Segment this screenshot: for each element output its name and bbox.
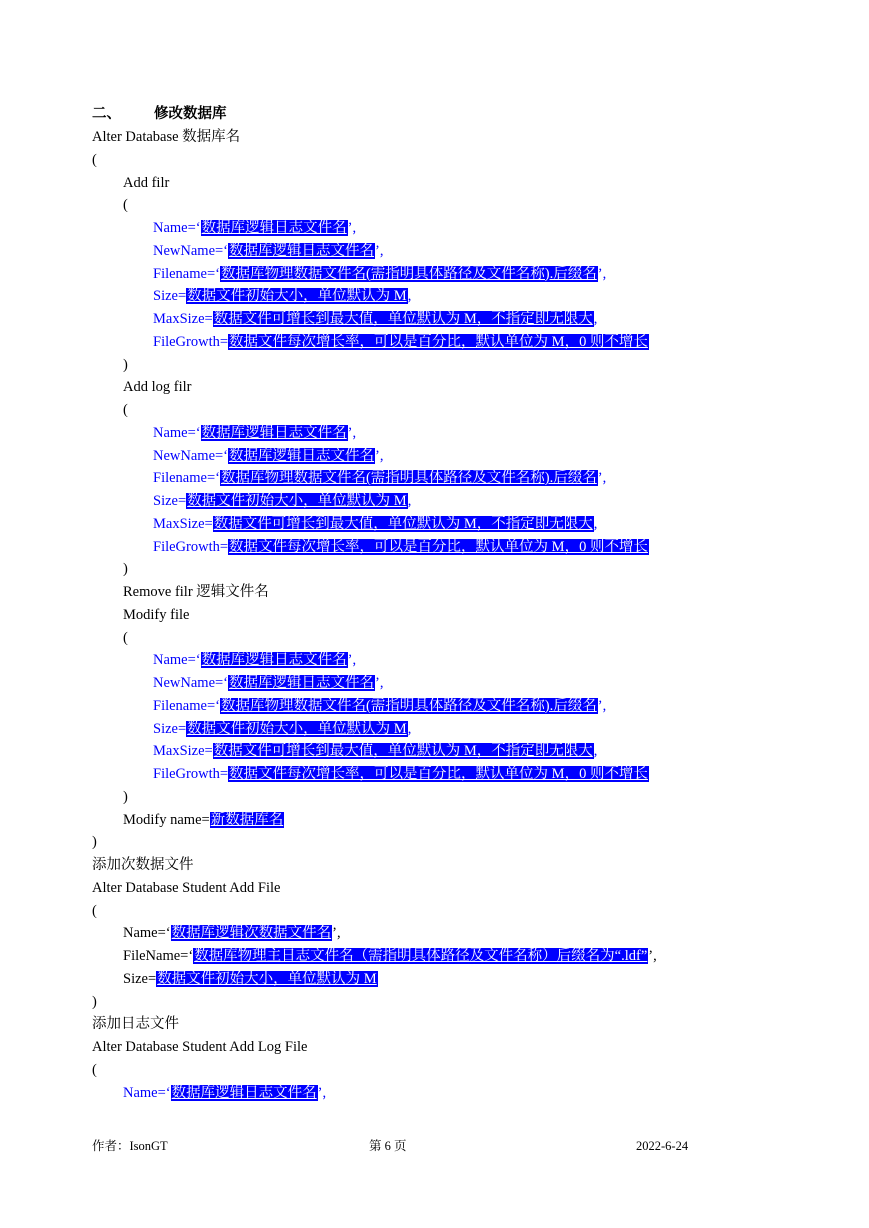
code-punctuation: , xyxy=(407,720,412,737)
code-keyword: Name=‘ xyxy=(153,220,201,236)
highlighted-value: 数据文件可增长到最大值，单位默认为 M，不指定即无限大 xyxy=(213,515,593,532)
code-line: ( xyxy=(92,151,97,168)
code-line xyxy=(153,764,649,784)
code-line: Alter Database 数据库名 xyxy=(92,129,241,145)
highlighted-value: 数据库物理数据文件名(需指明具体路径及文件名称).后缀名 xyxy=(220,470,597,487)
code-punctuation: , xyxy=(593,515,598,532)
highlighted-value: 数据文件初始大小，单位默认为 M xyxy=(187,720,407,737)
code-line xyxy=(153,468,606,488)
highlighted-value: 新数据库名 xyxy=(210,811,284,828)
code-punctuation: ’, xyxy=(597,470,607,487)
code-line: ) xyxy=(92,834,97,851)
code-punctuation: , xyxy=(593,311,598,327)
code-keyword: NewName=‘ xyxy=(153,675,229,691)
code-line: ( xyxy=(123,402,128,418)
code-line xyxy=(153,309,597,329)
highlighted-value: 数据库逻辑日志文件名 xyxy=(229,447,375,464)
section-heading xyxy=(92,104,227,124)
code-keyword: FileGrowth= xyxy=(153,333,229,350)
code-keyword: MaxSize= xyxy=(153,743,213,760)
code-line: Add filr xyxy=(123,174,170,191)
code-punctuation: , xyxy=(407,288,412,305)
code-keyword: Filename=‘ xyxy=(153,470,220,487)
highlighted-value: 数据库逻辑日志文件名 xyxy=(201,220,347,236)
highlighted-value: 数据文件每次增长率，可以是百分比，默认单位为 M，0 则不增长 xyxy=(229,766,648,782)
highlighted-value: 数据库物理数据文件名(需指明具体路径及文件名称).后缀名 xyxy=(220,697,597,714)
code-keyword: Size= xyxy=(153,720,187,737)
footer-date: 2022-6-24 xyxy=(636,1139,689,1153)
code-punctuation: ’, xyxy=(375,242,384,259)
highlighted-value: 数据文件初始大小，单位默认为 M xyxy=(157,970,377,987)
code-punctuation: ’, xyxy=(347,220,357,236)
code-punctuation: , xyxy=(593,743,598,760)
code-keyword: NewName=‘ xyxy=(153,447,229,464)
code-line xyxy=(153,696,606,716)
highlighted-value: 数据库逻辑日志文件名 xyxy=(201,424,347,441)
code-line xyxy=(153,264,606,284)
highlighted-value: 数据文件初始大小，单位默认为 M xyxy=(187,288,407,305)
code-keyword: FileGrowth= xyxy=(153,538,229,555)
code-line xyxy=(123,810,284,830)
highlighted-value: 数据库物理主日志文件名（需指明具体路径及文件名称）后缀名为“.ldf” xyxy=(194,948,648,964)
code-punctuation: ’, xyxy=(317,1084,327,1101)
code-keyword: Filename=‘ xyxy=(153,697,220,714)
code-line xyxy=(123,1083,326,1103)
code-punctuation: ’, xyxy=(597,265,607,282)
heading-title: 修改数据库 xyxy=(154,106,227,122)
code-keyword: MaxSize= xyxy=(153,311,213,327)
highlighted-value: 数据库逻辑日志文件名 xyxy=(171,1084,317,1101)
code-line xyxy=(153,446,383,466)
code-punctuation: , xyxy=(407,493,412,509)
code-keyword: Name=‘ xyxy=(153,652,201,669)
code-line xyxy=(153,241,383,261)
highlighted-value: 数据文件可增长到最大值，单位默认为 M，不指定即无限大 xyxy=(213,311,593,327)
code-punctuation: ’, xyxy=(332,925,341,942)
highlighted-value: 数据文件可增长到最大值，单位默认为 M，不指定即无限大 xyxy=(213,743,593,760)
code-keyword: NewName=‘ xyxy=(153,242,229,259)
code-punctuation: ’, xyxy=(347,652,357,669)
code-line: ) xyxy=(123,561,128,578)
highlighted-value: 数据文件每次增长率，可以是百分比，默认单位为 M，0 则不增长 xyxy=(229,333,648,350)
code-keyword: Modify name= xyxy=(123,811,210,828)
code-line xyxy=(153,332,649,352)
code-line xyxy=(123,946,657,966)
highlighted-value: 数据库逻辑次数据文件名 xyxy=(171,925,332,942)
code-line xyxy=(123,969,378,989)
code-line: 添加次数据文件 xyxy=(92,857,194,873)
code-line xyxy=(153,673,383,693)
code-line xyxy=(153,514,597,534)
code-line xyxy=(153,719,411,739)
highlighted-value: 数据库逻辑日志文件名 xyxy=(229,242,375,259)
heading-number: 二、 xyxy=(92,106,121,122)
highlighted-value: 数据库物理数据文件名(需指明具体路径及文件名称).后缀名 xyxy=(220,265,597,282)
highlighted-value: 数据文件每次增长率，可以是百分比，默认单位为 M，0 则不增长 xyxy=(229,538,648,555)
code-line: ) xyxy=(92,993,97,1010)
code-keyword: Filename=‘ xyxy=(153,265,220,282)
code-line: ( xyxy=(92,902,97,919)
code-keyword: Size= xyxy=(153,288,187,305)
code-punctuation: ’, xyxy=(375,675,384,691)
code-keyword: FileGrowth= xyxy=(153,766,229,782)
code-line: Modify file xyxy=(123,606,190,623)
code-line: ) xyxy=(123,788,128,805)
code-line xyxy=(153,650,356,670)
code-line xyxy=(153,218,356,238)
highlighted-value: 数据库逻辑日志文件名 xyxy=(229,675,375,691)
code-punctuation: ’, xyxy=(648,948,657,964)
code-line: 添加日志文件 xyxy=(92,1016,179,1033)
code-line: ( xyxy=(123,629,128,646)
code-line xyxy=(153,537,649,557)
code-line: Remove filr 逻辑文件名 xyxy=(123,584,269,600)
code-line: ( xyxy=(123,197,128,214)
code-line xyxy=(153,286,411,306)
code-keyword: Size= xyxy=(123,970,157,987)
footer-author: 作者：IsonGT xyxy=(92,1139,168,1153)
code-punctuation: ’, xyxy=(375,447,384,464)
code-keyword: Name=‘ xyxy=(123,1084,171,1101)
highlighted-value: 数据库逻辑日志文件名 xyxy=(201,652,347,669)
code-punctuation: ’, xyxy=(597,697,607,714)
code-line: Alter Database Student Add Log File xyxy=(92,1039,308,1055)
code-line xyxy=(123,923,341,943)
code-line: Add log filr xyxy=(123,379,192,396)
code-line: Alter Database Student Add File xyxy=(92,879,281,896)
footer-page-number: 第 6 页 xyxy=(369,1139,407,1153)
code-line xyxy=(153,741,597,761)
code-punctuation: ’, xyxy=(347,424,357,441)
code-line xyxy=(153,491,411,511)
code-keyword: FileName=‘ xyxy=(123,948,194,964)
code-keyword: Size= xyxy=(153,493,187,509)
code-keyword: Name=‘ xyxy=(153,424,201,441)
code-keyword: Name=‘ xyxy=(123,925,171,942)
code-line xyxy=(153,423,356,443)
code-keyword: MaxSize= xyxy=(153,515,213,532)
highlighted-value: 数据文件初始大小，单位默认为 M xyxy=(187,493,407,509)
code-line: ( xyxy=(92,1061,97,1078)
code-line: ) xyxy=(123,356,128,373)
